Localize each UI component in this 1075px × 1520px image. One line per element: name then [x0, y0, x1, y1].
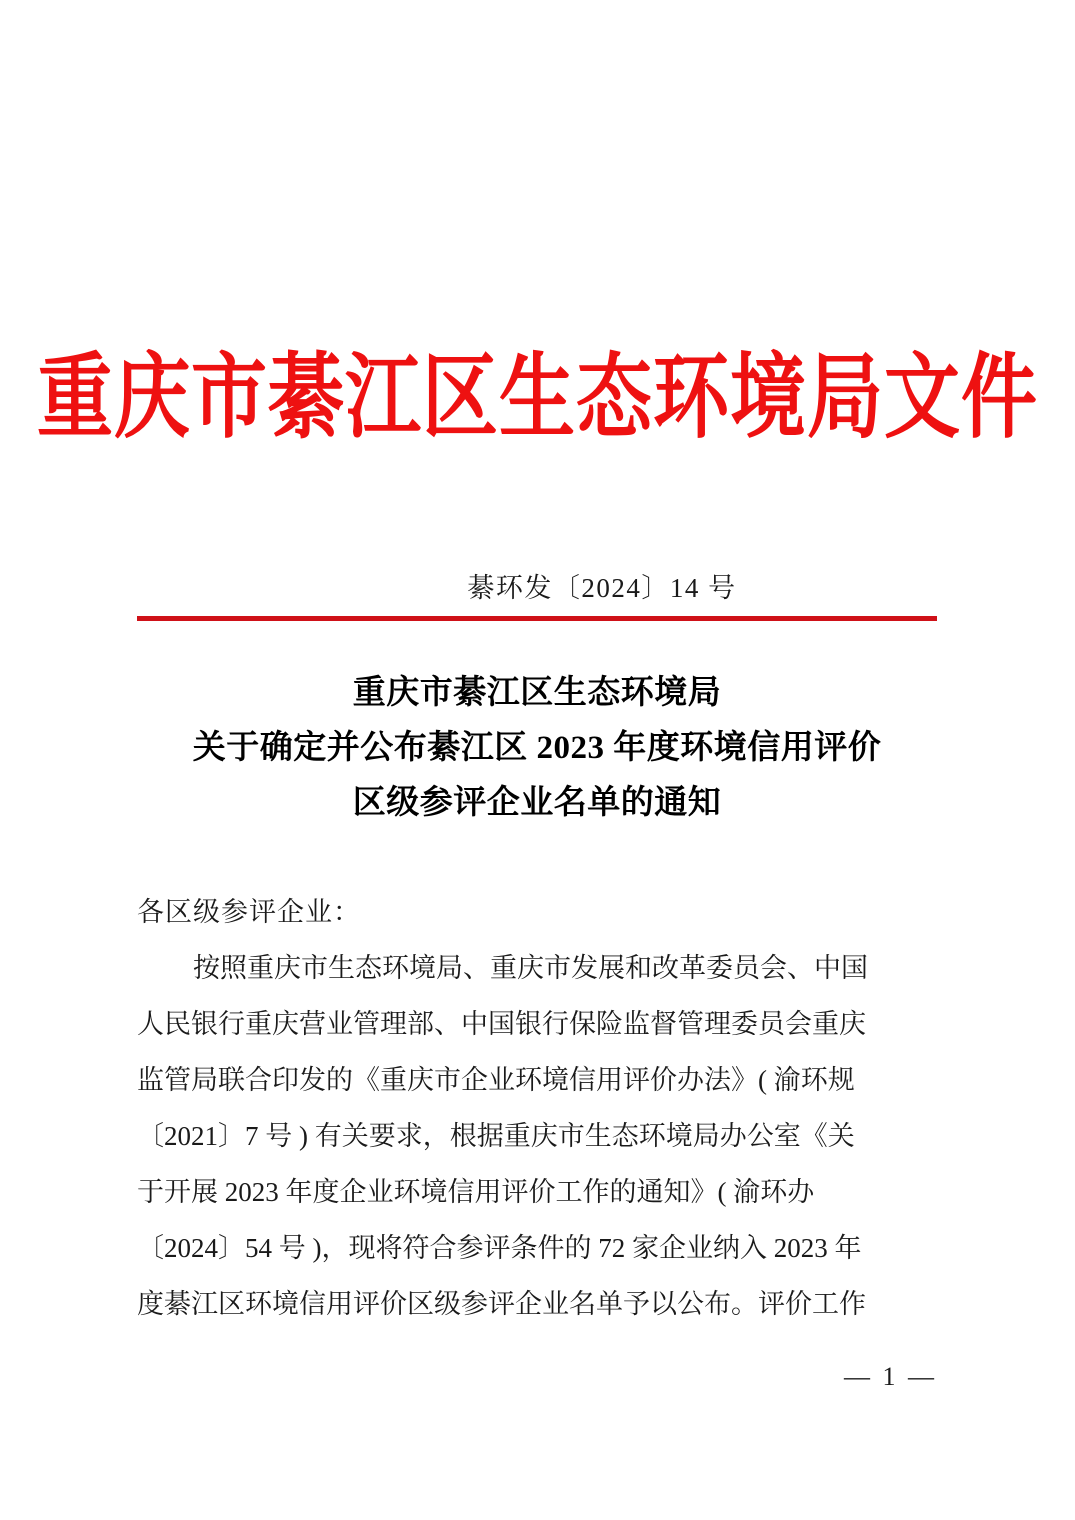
- title-block: [137, 666, 937, 831]
- title-line-2: 关于确定并公布綦江区 2023 年度环境信用评价: [192, 730, 882, 766]
- title-line-3: 区级参评企业名单的通知: [352, 785, 722, 821]
- body-block: [137, 884, 937, 1332]
- red-separator-rule: [137, 616, 937, 621]
- body-line-4: 〔2021〕7 号 ) 有关要求，根据重庆市生态环境局办公室《关: [137, 1121, 855, 1151]
- masthead-title: 重庆市綦江区生态环境局文件: [37, 347, 1038, 450]
- doc-number-row: [137, 566, 937, 605]
- page-footer: [137, 1362, 937, 1392]
- salutation: 各区级参评企业：: [137, 897, 361, 927]
- body-line-6: 〔2024〕54 号 )，现将符合参评条件的 72 家企业纳入 2023 年: [137, 1233, 862, 1263]
- body-line-7: 度綦江区环境信用评价区级参评企业名单予以公布。评价工作: [137, 1289, 866, 1319]
- title-line-1: 重庆市綦江区生态环境局: [352, 675, 722, 711]
- body-line-5: 于开展 2023 年度企业环境信用评价工作的通知》( 渝环办: [137, 1177, 815, 1207]
- body-line-3: 监管局联合印发的《重庆市企业环境信用评价办法》( 渝环规: [137, 1065, 855, 1095]
- body-line-2: 人民银行重庆营业管理部、中国银行保险监督管理委员会重庆: [137, 1009, 866, 1039]
- document-number: 綦环发〔2024〕14 号: [467, 573, 737, 603]
- body-line-1: 按照重庆市生态环境局、重庆市发展和改革委员会、中国: [193, 953, 868, 983]
- page-number: — 1 —: [844, 1362, 937, 1391]
- masthead: [0, 347, 1075, 450]
